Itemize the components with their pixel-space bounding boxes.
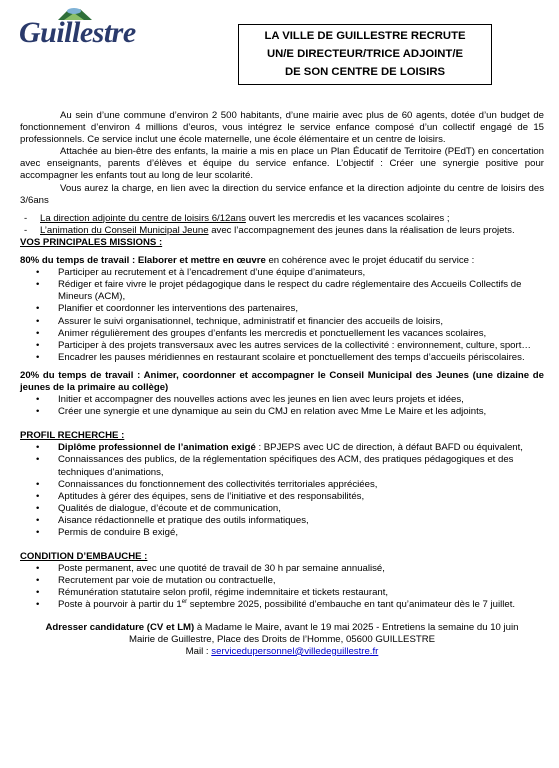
list-item: • Participer à des projets transversaux avec les autres services de la collectivité : environnement, culture, sport… — [36, 339, 531, 351]
responsibility-title: La direction adjointe du centre de loisirs 6/12ans — [40, 212, 246, 224]
list-item: • Rémunération statutaire selon profil, régime indemnitaire et tickets restaurant, — [36, 587, 389, 599]
list-item: • Participer au recrutement et à l’encadrement d’une équipe d’animateurs, — [36, 267, 366, 279]
list-item: • Connaissances du fonctionnement des collectivités territoriales appréciées, — [36, 478, 378, 490]
condition-heading: CONDITION D’EMBAUCHE : — [20, 551, 148, 563]
missions-part1-list — [20, 267, 544, 364]
responsibility-item: - L’animation du Conseil Municipal Jeune avec l’accompagnement des jeunes dans la réalisation de leurs projets. — [24, 224, 515, 236]
profil-heading: PROFIL RECHERCHE : — [20, 430, 125, 442]
missions-part1-intro — [20, 255, 544, 267]
missions-part1-bold: 80% du temps de travail : Elaborer et mettre en œuvre — [20, 255, 266, 267]
title-line-3: DE SON CENTRE DE LOISIRS — [284, 66, 446, 78]
list-item: • Poste permanent, avec une quotité de travail de 30 h par semaine annualisé, — [36, 563, 385, 575]
list-item: • Rédiger et faire vivre le projet pédagogique dans le respect du cadre réglementaire des Accueils Collectifs de Mineurs (ACM), — [36, 279, 522, 303]
title-line-1: LA VILLE DE GUILLESTRE RECRUTE — [264, 30, 466, 42]
list-item: • Recrutement par voie de mutation ou contractuelle, — [36, 575, 276, 587]
intro-paragraph-3: Vous aurez la charge, en lien avec la direction du service enfance et la direction adjointe du centre de loisirs des 3/6ans — [20, 182, 544, 206]
list-item: • Créer une synergie et une dynamique au sein du CMJ en relation avec Mme Le Maire et les adjoints, — [36, 406, 487, 418]
responsibility-item: - La direction adjointe du centre de loisirs 6/12ans ouvert les mercredis et les vacances scolaires ; — [24, 212, 450, 224]
list-item: • Animer régulièrement des groupes d’enfants les mercredis et ponctuellement les vacances scolaires, — [36, 327, 487, 339]
mail-label: Mail : — [185, 645, 212, 657]
list-item: • Poste à pourvoir à partir du 1er septembre 2025, possibilité d’embauche en tant qu’animateur dès le 7 juillet. — [36, 599, 516, 611]
application-instructions — [20, 622, 544, 634]
application-bold: Adresser candidature (CV et LM) — [45, 621, 195, 633]
list-item: • Connaissances des publics, de la réglementation spécifiques des ACM, des pratiques pédagogiques et des techniques d’animations, — [36, 454, 514, 478]
list-item: • Diplôme professionnel de l’animation exigé : BPJEPS avec UC de direction, à défaut BAFD ou équivalent, — [36, 442, 523, 454]
title-line-2: UN/E DIRECTEUR/TRICE ADJOINT/E — [266, 48, 464, 60]
responsibilities-list — [20, 213, 544, 237]
job-offer-body — [20, 110, 544, 658]
mail-line — [20, 646, 544, 658]
guillestre-logo — [14, 6, 164, 50]
application-footer — [20, 622, 544, 658]
responsibility-detail: avec l’accompagnement des jeunes dans la réalisation de leurs projets. — [208, 224, 515, 236]
responsibility-detail: ouvert les mercredis et les vacances scolaires ; — [245, 212, 450, 224]
missions-heading: VOS PRINCIPALES MISSIONS : — [20, 236, 163, 248]
application-detail: à Madame le Maire, avant le 19 mai 2025 - Entretiens la semaine du 10 juin — [194, 621, 519, 633]
mairie-address: Mairie de Guillestre, Place des Droits de l’Homme, 05600 GUILLESTRE — [128, 633, 436, 645]
missions-part2-list — [20, 394, 544, 418]
profil-list — [20, 442, 544, 539]
mail-link[interactable]: servicedupersonnel@villedeguillestre.fr — [211, 645, 379, 657]
logo-text: Guillestre — [19, 16, 136, 49]
condition-list — [20, 563, 544, 611]
list-item: • Encadrer les pauses méridiennes en restaurant scolaire et ponctuellement des temps d’accueils périscolaires. — [36, 351, 525, 363]
list-item: • Qualités de dialogue, d’écoute et de communication, — [36, 502, 281, 514]
list-item: • Planifier et coordonner les interventions des partenaires, — [36, 303, 298, 315]
intro-paragraph-1: Au sein d’une commune d’environ 2 500 habitants, d’une mairie avec plus de 60 agents, dotée d’un budget de fonctionnement d’environ 4 millions d’euros, vous intégrez le service enfance composé d’un collectif engagé de 15 professionnels. Ce service inclut une école maternelle, une école élémentaire et un centre de loisirs. — [20, 110, 544, 146]
missions-part2-intro: 20% du temps de travail : Animer, coordonner et accompagner le Conseil Municipal des Jeunes (une dizaine de jeunes de la primaire au collège) — [20, 369, 544, 393]
list-item: • Assurer le suivi organisationnel, technique, administratif et financier des accueils de loisirs, — [36, 315, 444, 327]
intro-paragraph-2: Attachée au bien-être des enfants, la mairie a mis en place un Plan Éducatif de Territoire (PEdT) en concertation avec enseignants, parents d’élèves et équipe du service enfance. L’objectif : Créer une synergie positive pour accompagner les enfants tout au long de leur scolarité. — [20, 146, 544, 182]
list-item: • Permis de conduire B exigé, — [36, 527, 178, 538]
responsibility-title: L’animation du Conseil Municipal Jeune — [40, 224, 209, 236]
job-title-box — [238, 24, 492, 85]
list-item: • Aisance rédactionnelle et pratique des outils informatiques, — [36, 514, 309, 526]
list-item: • Initier et accompagner des nouvelles actions avec les jeunes en lien avec leurs projets et idées, — [36, 394, 464, 406]
missions-part1-rest: en cohérence avec le projet éducatif du service : — [265, 255, 475, 267]
list-item: • Aptitudes à gérer des équipes, sens de l’initiative et des responsabilités, — [36, 490, 365, 502]
